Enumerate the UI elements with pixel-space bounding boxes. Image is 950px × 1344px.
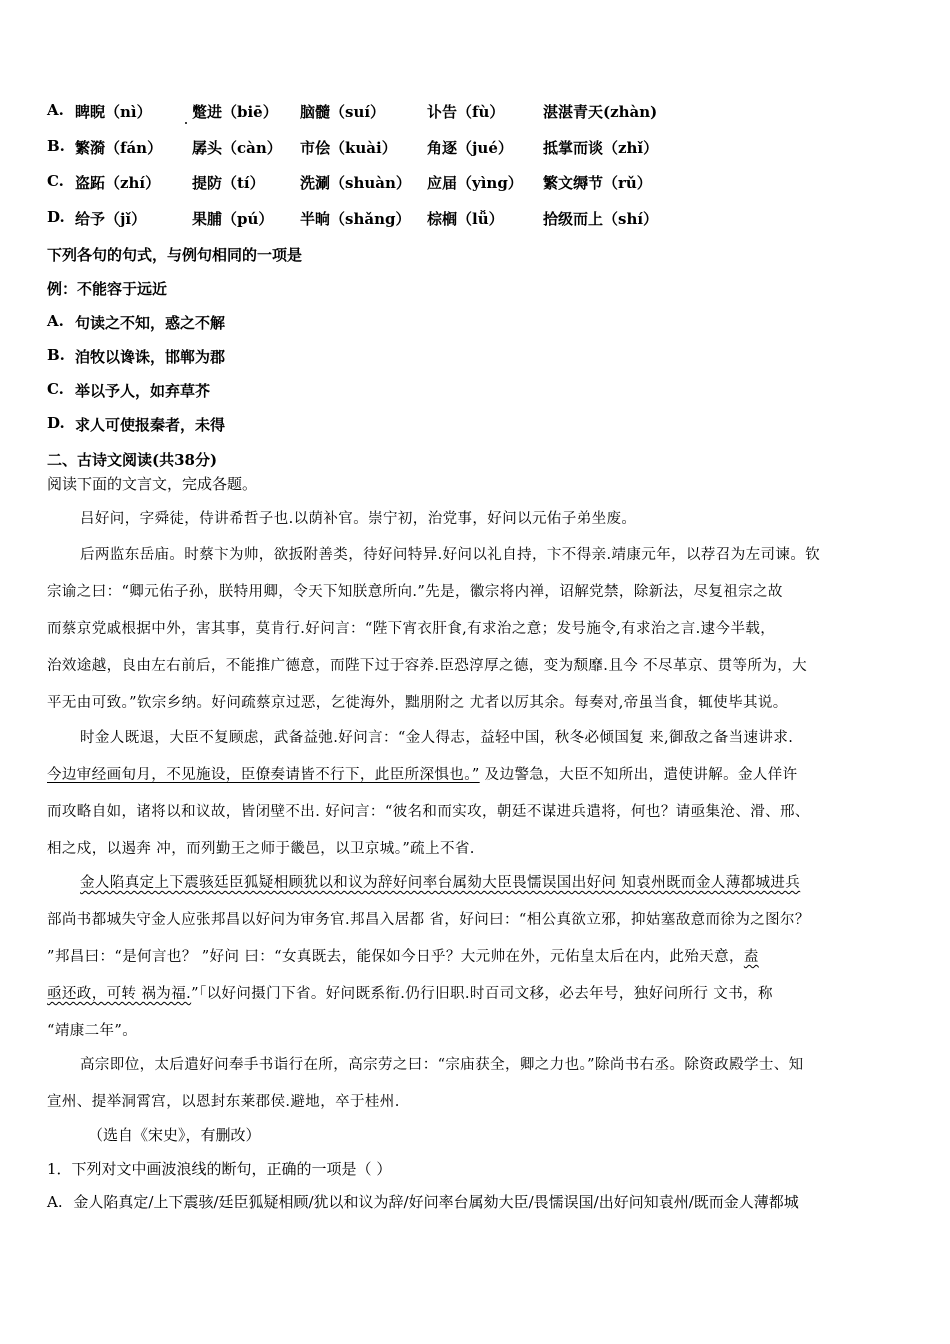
option-letter: C. xyxy=(47,380,64,398)
passage-text: ”「以好问摄门下省。好问既系衔.仍行旧职.时百司文移，必去年号，独好问所行 文书，称 xyxy=(191,986,773,1002)
option-item: 讣告（fù） xyxy=(427,103,505,121)
syntax-question-example: 例：不能容于远近 xyxy=(47,280,168,298)
passage-line: “靖康二年”。 xyxy=(47,1023,138,1039)
passage-text: 及边警急，大臣不知所出，遣使讲解。金人佯许 xyxy=(479,767,798,783)
option-text: 举以予人，如弃草芥 xyxy=(75,382,211,400)
option-item: 果脯（pú） xyxy=(192,210,274,228)
option-item: 洗涮（shuàn） xyxy=(300,174,411,192)
syntax-question-stem: 下列各句的句式，与例句相同的一项是 xyxy=(47,246,303,264)
option-item: 蹩进（biē） xyxy=(192,103,278,121)
option-item: 睥睨（nì） xyxy=(75,103,152,121)
passage-line: 吕好问，字舜徒，侍讲希哲子也.以荫补官。崇宁初，治党事，好问以元佑子弟坐废。 xyxy=(80,511,637,527)
option-item: 给予（jǐ） xyxy=(75,210,147,228)
option-item: 拾级而上（shí） xyxy=(543,210,659,228)
option-letter: A. xyxy=(47,1193,63,1211)
passage-line xyxy=(47,945,759,966)
option-item: 半晌（shǎng） xyxy=(300,210,411,228)
passage-line: 而攻略自如，诸将以和议故，皆闭壁不出. 好问言：“彼名和而实攻，朝廷不谋进兵遣将，何也？请亟集沧、滑、邢、 xyxy=(47,804,810,820)
option-item: 角逐（jué） xyxy=(427,139,513,157)
option-item: 繁漪（fán） xyxy=(75,139,163,157)
passage-line: 而蔡京党戚根据中外，害其事，莫肯行.好问言：“陛下宵衣肝食,有求治之意；发号施令,有求治之言.逮今半载， xyxy=(47,621,776,637)
section-instruction: 阅读下面的文言文，完成各题。 xyxy=(47,475,258,493)
passage-line: 平无由可致。”钦宗乡纳。好问疏蔡京过恶，乞徙海外，黜朋附之 尤者以厉其余。每奏对,帝虽当食，辄使毕其说。 xyxy=(47,695,788,711)
option-item: 繁文缛节（rǔ） xyxy=(543,174,652,192)
option-text: 求人可使报秦者，未得 xyxy=(75,416,226,434)
question-1-stem: 1．下列对文中画波浪线的断句，正确的一项是（ ） xyxy=(47,1160,392,1178)
question-1-option-a xyxy=(47,1191,799,1212)
passage-line: 时金人既退，大臣不复顾虑，武备益弛.好问言：“金人得志，益轻中国，秋冬必倾国复 来,御敌之备当速讲求. xyxy=(80,730,794,746)
stray-dot-mark xyxy=(185,122,187,124)
section-heading: 二、古诗文阅读(共38分) xyxy=(47,451,218,469)
passage-line xyxy=(47,763,798,784)
option-text: 句读之不知，惑之不解 xyxy=(75,314,226,332)
option-text: 洎牧以谗诛，邯郸为郡 xyxy=(75,348,226,366)
option-letter: A. xyxy=(47,101,64,119)
option-item: 市侩（kuài） xyxy=(300,139,397,157)
passage-line: 宣州、提举洞霄宫，以恩封东莱郡侯.避地，卒于桂州. xyxy=(47,1094,400,1110)
option-letter: D. xyxy=(47,208,65,226)
option-item: 抵掌而谈（zhǐ） xyxy=(543,139,659,157)
passage-line: 部尚书都城失守金人应张邦昌以好问为审务官.邦昌入居都 省，好问曰：“相公真欲立邪，抑姑塞敌意而徐为之图尔？ xyxy=(47,912,810,928)
option-item: 应届（yìng） xyxy=(427,174,523,192)
option-letter: B. xyxy=(47,346,65,364)
passage-text: ”邦昌曰：“是何言也？ ”好问 曰：“女真既去，能保如今日乎？大元帅在外，元佑皇太后在内，此殆天意， xyxy=(47,949,744,965)
passage-line xyxy=(47,982,773,1003)
option-item: 湛湛青天(zhàn) xyxy=(543,103,658,121)
passage-line: 宗谕之曰：“卿元佑子孙，朕特用卿，令天下知朕意所向.”先是，徽宗将内禅，诏解党禁，除新法，尽复祖宗之故 xyxy=(47,584,783,600)
passage-line: 高宗即位，太后遣好问奉手书诣行在所，高宗劳之曰：“宗庙获全，卿之力也。”除尚书右丞。除资政殿学士、知 xyxy=(80,1057,804,1073)
option-text: 金人陷真定/上下震骇/廷臣狐疑相顾/犹以和议为辞/好问率台属劾大臣/畏懦误国/出好问知袁州/既而金人薄都城 xyxy=(73,1193,799,1211)
passage-line: 后两监东岳庙。时蔡卞为帅，欲扳附善类，待好问特异.好问以礼自持，卞不得亲.靖康元年，以荐召为左司谏。钦 xyxy=(80,547,821,563)
passage-line xyxy=(80,871,800,892)
option-item: 孱头（càn） xyxy=(192,139,282,157)
wavy-underlined-text: 亟还政，可转 祸为福. xyxy=(47,986,192,1002)
option-item: 脑髓（suí） xyxy=(300,103,386,121)
passage-line: 治效途越，良由左右前后，不能推广德意，而陛下过于容养.臣恐淳厚之德，变为颓靡.且今 不尽革京、贯等所为，大 xyxy=(47,658,808,674)
option-item: 棕榈（lǚ） xyxy=(427,210,504,228)
option-letter: A. xyxy=(47,312,64,330)
option-letter: C. xyxy=(47,172,64,190)
wavy-underlined-text: 盍 xyxy=(743,949,759,965)
passage-source: （选自《宋史》，有删改） xyxy=(88,1126,261,1144)
option-item: 盗跖（zhí） xyxy=(75,174,161,192)
underlined-sentence: 今边审经画旬月，不见施设，臣僚奏请皆不行下，此臣所深惧也。” xyxy=(47,767,480,783)
passage-line: 相之戍，以遏奔 冲，而列勤王之师于畿邑，以卫京城。”疏上不省. xyxy=(47,841,475,857)
option-item: 提防（tí） xyxy=(192,174,265,192)
option-letter: B. xyxy=(47,137,65,155)
wavy-underlined-text: 金人陷真定上下震骇廷臣狐疑相顾犹以和议为辞好问率台属劾大臣畏懦误国出好问 知袁州既而金人薄都城进兵 xyxy=(80,875,801,891)
option-letter: D. xyxy=(47,414,65,432)
